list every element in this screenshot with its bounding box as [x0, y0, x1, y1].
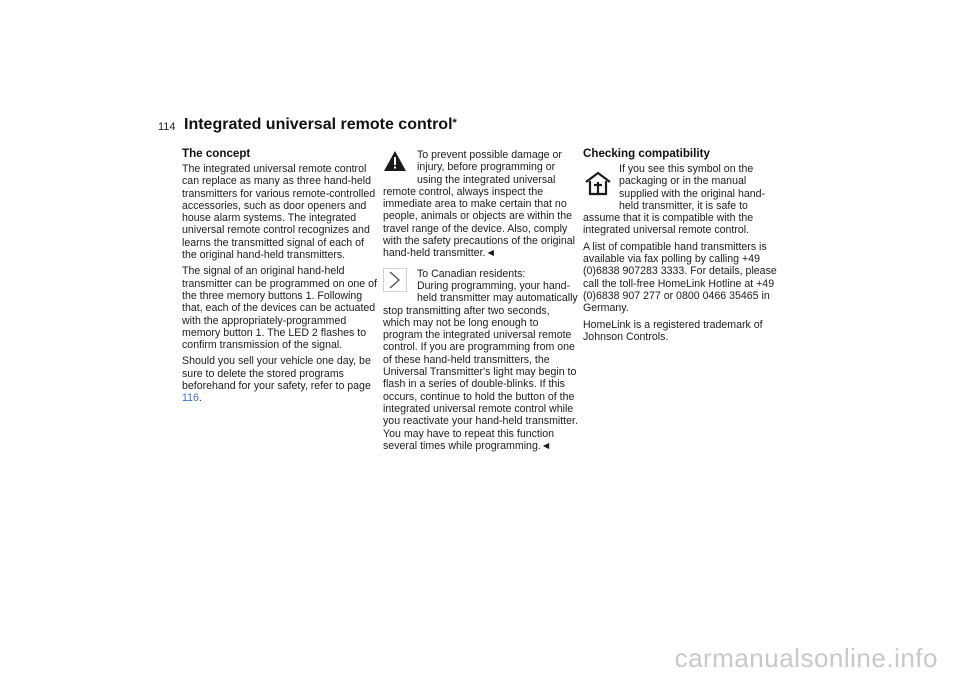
title-star: *	[452, 117, 457, 129]
canada-note	[383, 268, 579, 452]
warning-text: To prevent possible damage or injury, before programming or using the integrated universal remote control, always inspect the immediate area to make certain that no people, animals or objects are within the travel range of the device. Also, comply with the safety precautions of the original hand-held transmitter.	[383, 149, 575, 260]
warning-triangle-icon	[383, 149, 407, 173]
compatibility-paragraph-2: A list of compatible hand transmitters is available via fax polling by calling +49 (0)6838 907283 3333. For details, please call the toll-free HomeLink Hotline at +49 (0)6838 907 277 or 0800 0466 35465 in Germany.	[583, 240, 777, 315]
page-title	[184, 116, 457, 134]
concept-paragraph-3	[182, 355, 378, 404]
warning-end-mark: ◄	[485, 247, 496, 260]
compatibility-paragraph-1: If you see this symbol on the packaging or in the manual supplied with the original hand-held transmitter, it is safe to assume that it is compatible with the integrated universal remote control.	[583, 163, 766, 237]
warning-note	[383, 149, 579, 260]
page-reference-link[interactable]: 116	[182, 392, 199, 405]
compatibility-heading: Checking compatibility	[583, 147, 710, 160]
canada-note-text: During programming, your hand-held transmitter may automatically stop transmitting after two seconds, which may not be long enough to program the integrated universal remote control. If you are programming from one of these hand-held transmitters, the Universal Transmitter's light may begin to flash in a series of double-blinks. If this occurs, continue to hold the button of the integrated universal remote control while you reactivate your hand-held transmitter. You may have to repeat this function several times while programming.	[383, 279, 578, 452]
column-notes	[383, 149, 579, 460]
page-title-text: Integrated universal remote control	[184, 116, 453, 133]
footer	[0, 638, 960, 678]
column-concept	[182, 147, 378, 409]
concept-paragraph-1: The integrated universal remote control can replace as many as three hand-held transmitters for various remote-controlled accessories, such as door openers and house alarm systems. The integrated universal remote control recognizes and learns the transmitted signal of each of the original hand-held transmitters.	[182, 163, 376, 262]
watermark-text: carmanualsonline.info	[674, 643, 938, 673]
note-arrow-icon	[383, 268, 407, 292]
canada-end-mark: ◄	[540, 439, 552, 452]
canada-note-heading: To Canadian residents:	[417, 267, 526, 280]
compatibility-paragraph-3: HomeLink is a registered trademark of Johnson Controls.	[583, 318, 763, 343]
concept-paragraph-3-end: .	[198, 392, 202, 405]
page-number: 114	[158, 121, 176, 133]
concept-paragraph-2: The signal of an original hand-held transmitter can be programmed on one of the three memory buttons 1. Following that, each of the devices can be actuated with the appropriately-programmed memory button 1. The LED 2 flashes to confirm transmission of the signal.	[182, 265, 377, 352]
column-compatibility	[583, 147, 779, 347]
homelink-house-icon	[583, 169, 613, 199]
concept-paragraph-3-text: Should you sell your vehicle one day, be sure to delete the stored programs beforehand for your safety, refer to page	[182, 355, 371, 393]
concept-heading: The concept	[182, 147, 251, 160]
